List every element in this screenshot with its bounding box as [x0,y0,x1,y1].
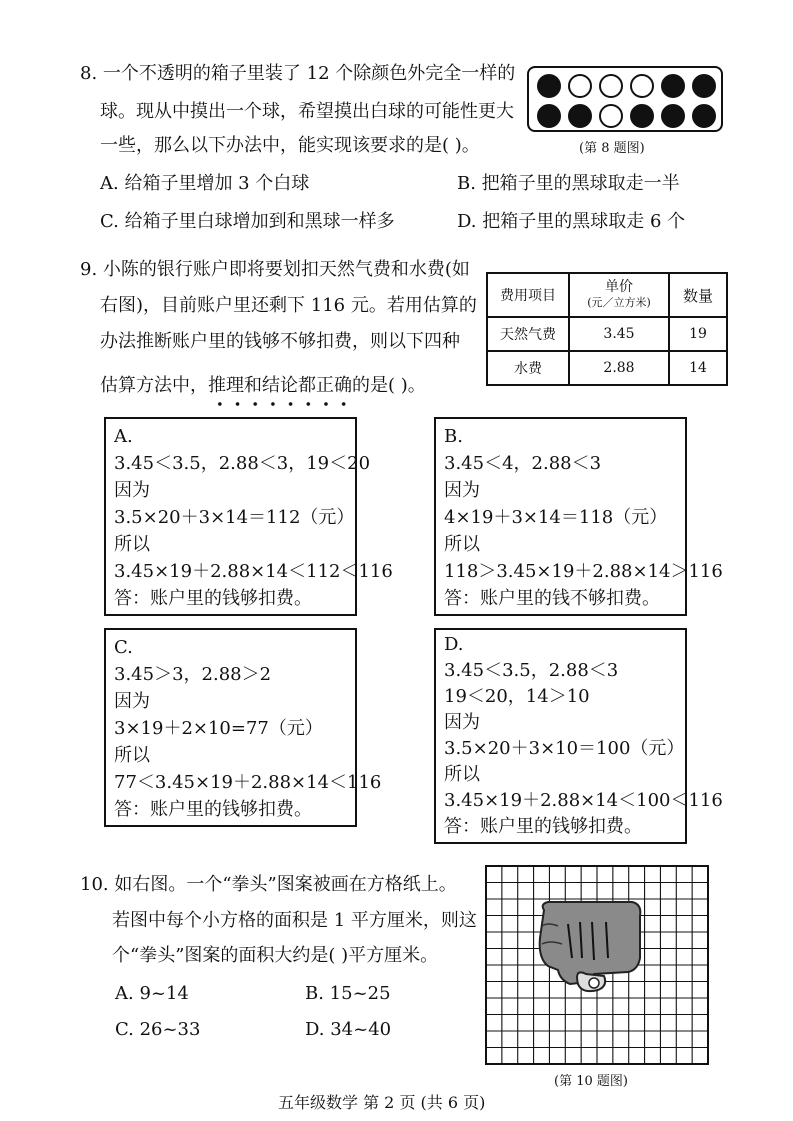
box-d-line: 3.45＜3.5，2.88＜3 [444,660,619,681]
box-d-line: D. [444,634,464,655]
white-ball [568,74,592,98]
q10-line-1: 10. 如右图。一个“拳头”图案被画在方格纸上。 [80,874,457,895]
option-box-b [434,417,723,616]
fee-table-cell: 14 [669,351,727,385]
fist-grid-figure [482,862,712,1068]
q8-option-d: D. 把箱子里的黑球取走 6 个 [457,211,686,232]
box-a-line: A. [114,426,133,447]
fee-table-header-item: 费用项目 [487,273,569,317]
ball-box-figure [527,66,723,132]
box-c-line: 3.45＞3，2.88＞2 [114,664,272,685]
black-ball [537,104,561,128]
box-a-line: 所以 [114,534,150,555]
q9-line-3: 办法推断账户里的钱够不够扣费，则以下四种 [100,331,460,352]
box-c-line: C. [114,637,133,658]
fee-table-cell: 水费 [487,351,569,385]
option-box-c [104,628,382,827]
fee-table-cell: 2.88 [569,351,669,385]
fee-table-cell: 天然气费 [487,317,569,351]
box-b-line: 4×19＋3×14＝118（元） [444,507,668,528]
fee-table-header-price: 单价 (元／立方米) [569,273,669,317]
q8-line-1: 8. 一个不透明的箱子里装了 12 个除颜色外完全一样的 [80,63,516,84]
box-b-line: 118＞3.45×19＋2.88×14＞116 [444,561,723,582]
box-a-line: 3.45×19＋2.88×14＜112＜116 [114,561,393,582]
white-ball [599,74,623,98]
box-d-line: 答：账户里的钱够扣费。 [444,816,642,837]
q8-figure-caption: (第 8 题图) [579,141,645,156]
q8-option-a: A. 给箱子里增加 3 个白球 [100,173,310,194]
fee-table-cell: 19 [669,317,727,351]
black-ball [537,74,561,98]
q8-option-b: B. 把箱子里的黑球取走一半 [457,173,680,194]
option-box-d [434,628,723,844]
black-ball [661,74,685,98]
q8-line-3: 一些，那么以下办法中，能实现该要求的是( )。 [100,135,480,156]
q10-figure-caption: (第 10 题图) [554,1074,628,1089]
box-a-line: 3.5×20＋3×14＝112（元） [114,507,355,528]
fee-table [486,272,728,386]
box-c-line: 77＜3.45×19＋2.88×14＜116 [114,772,382,793]
black-ball [692,74,716,98]
option-box-a [104,417,393,616]
box-b-line: B. [444,426,463,447]
q9-line-2: 右图)，目前账户里还剩下 116 元。若用估算的 [100,295,477,316]
box-a-line: 答：账户里的钱够扣费。 [114,588,312,609]
box-d-line: 所以 [444,764,480,785]
fee-table-cell: 3.45 [569,317,669,351]
white-ball [599,104,623,128]
black-ball [630,104,654,128]
q10-line-3: 个“拳头”图案的面积大约是( )平方厘米。 [112,945,439,966]
box-c-line: 答：账户里的钱够扣费。 [114,799,312,820]
fee-table-header-qty: 数量 [669,273,727,317]
q9-line-1: 9. 小陈的银行账户即将要划扣天然气费和水费(如 [80,259,470,280]
box-b-line: 因为 [444,480,480,501]
box-a-line: 因为 [114,480,150,501]
black-ball [568,104,592,128]
page-footer: 五年级数学 第 2 页 (共 6 页) [278,1093,486,1112]
emphasis-dots [211,400,353,408]
box-b-line: 所以 [444,534,480,555]
q9-line-4: 估算方法中，推理和结论都正确的是( )。 [100,375,426,396]
q8-line-2: 球。现从中摸出一个球，希望摸出白球的可能性更大 [100,101,514,122]
q10-line-2: 若图中每个小方格的面积是 1 平方厘米，则这 [112,910,477,931]
box-d-line: 19＜20，14＞10 [444,686,590,707]
box-c-line: 3×19＋2×10=77（元） [114,718,323,739]
box-d-line: 3.45×19＋2.88×14＜100＜116 [444,790,723,811]
q8-option-c: C. 给箱子里白球增加到和黑球一样多 [100,211,395,232]
q10-option-d: D. 34~40 [305,1019,392,1040]
white-ball [630,74,654,98]
q10-option-c: C. 26~33 [115,1019,201,1040]
q10-option-a: A. 9~14 [115,983,189,1004]
q10-option-b: B. 15~25 [305,983,391,1004]
black-ball [661,104,685,128]
box-d-line: 3.5×20＋3×10＝100（元） [444,738,685,759]
box-c-line: 所以 [114,745,150,766]
box-b-line: 3.45＜4，2.88＜3 [444,453,602,474]
box-a-line: 3.45＜3.5，2.88＜3，19＜20 [114,453,371,474]
box-d-line: 因为 [444,712,480,733]
box-c-line: 因为 [114,691,150,712]
box-b-line: 答：账户里的钱不够扣费。 [444,588,660,609]
black-ball [692,104,716,128]
